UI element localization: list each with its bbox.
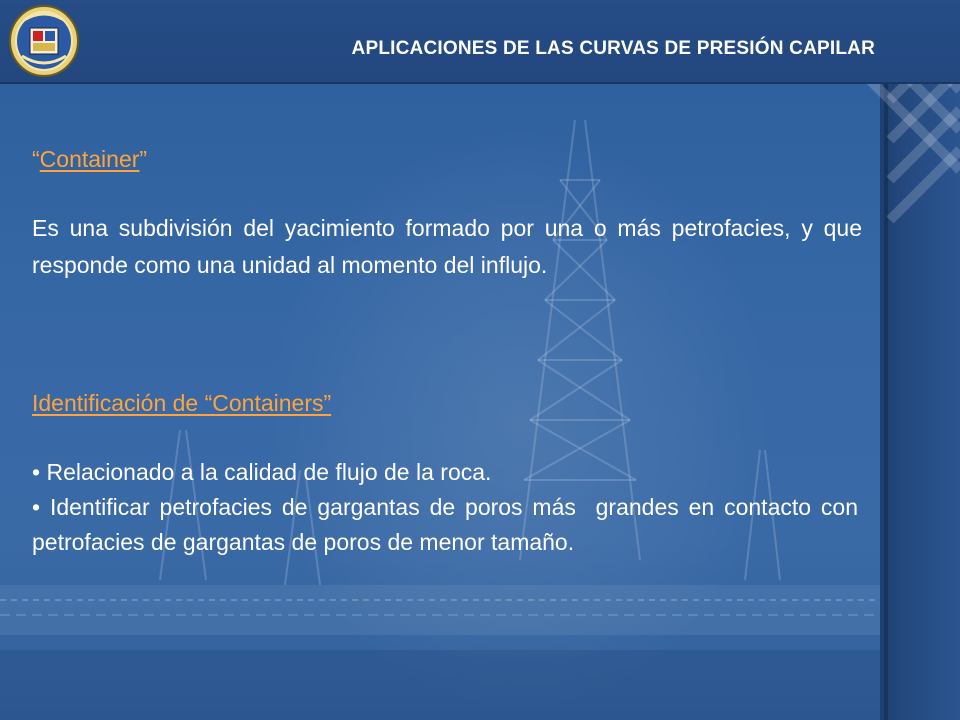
heading-close-quote: ” [139,146,148,172]
heading-open-quote: “ [32,146,40,172]
university-crest-icon [8,4,80,78]
header-bar [0,0,960,84]
container-definition: Es una subdivisión del yacimiento formado por una o más petrofacies, y que responde como una unidad al momento del influjo. [32,215,862,278]
list-item [32,455,858,490]
container-heading [32,146,147,173]
bullet-marker: • [32,459,41,485]
list-item [32,490,865,560]
bullet-list [32,455,865,560]
identification-link[interactable]: Identificación de “Containers” [32,390,332,416]
identification-heading[interactable] [32,390,331,417]
bullet-text: Relacionado a la calidad de flujo de la roca. [46,459,492,485]
bullet-text: Identificar petrofacies de gargantas de poros más grandes en contacto con petrofacies de gargantas de poros de menor tamaño. [32,494,865,555]
slide-title: APLICACIONES DE LAS CURVAS DE PRESIÓN CAPILAR [351,38,875,59]
container-link[interactable]: Container [39,146,140,172]
bullet-marker: • [32,494,41,520]
